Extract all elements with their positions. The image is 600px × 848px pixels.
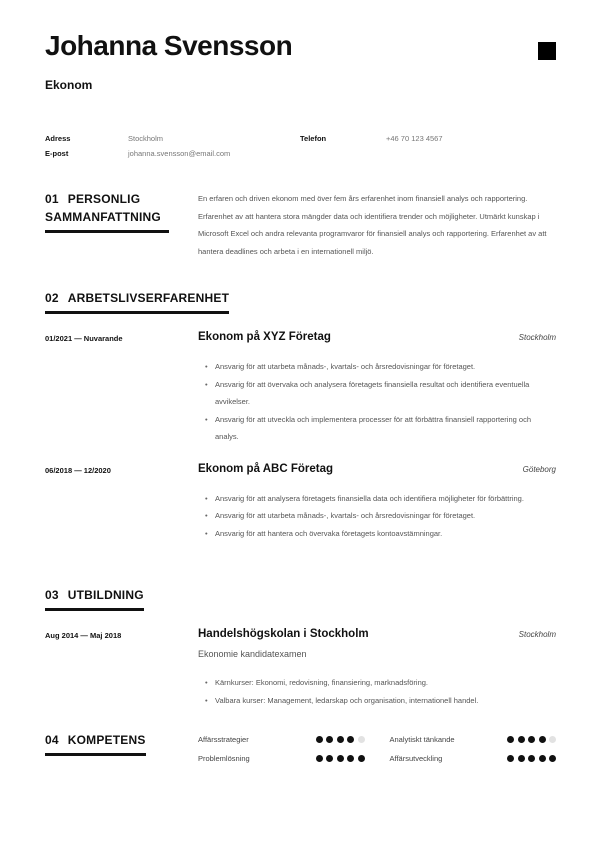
section-personal-summary <box>45 190 556 260</box>
entry-body <box>198 627 556 709</box>
bullet-text: Kärnkurser: Ekonomi, redovisning, finansiering, marknadsföring. <box>215 678 429 687</box>
rating-dot-filled-icon <box>518 736 525 743</box>
bullet-item <box>198 525 556 543</box>
skill-label: Affärsutveckling <box>389 753 443 763</box>
email-label: E-post <box>45 149 69 158</box>
entry-header <box>198 462 556 476</box>
entry-bullets <box>198 490 556 543</box>
section-heading-text: KOMPETENS <box>67 733 146 747</box>
phone-value: +46 70 123 4567 <box>386 134 443 143</box>
timeline-entry <box>45 627 556 709</box>
rating-dot-filled-icon <box>549 755 556 762</box>
email-value: johanna.svensson@email.com <box>128 149 231 158</box>
entry-location: Stockholm <box>518 630 556 639</box>
bullet-text: Ansvarig för att utarbeta månads-, kvartals- och årsredovisningar för företaget. <box>215 362 476 371</box>
entry-title: Handelshögskolan i Stockholm <box>198 628 369 640</box>
bullet-item <box>198 358 556 376</box>
section-heading-text: PERSONLIG SAMMANFATTNING <box>45 192 161 224</box>
entry-body <box>198 462 556 543</box>
brand-square-icon <box>538 42 556 60</box>
section-number: 03 <box>45 588 59 602</box>
header-subtitle: Ekonom <box>45 78 93 92</box>
entry-bullets <box>198 674 556 709</box>
skill-rating <box>507 755 556 762</box>
rating-dot-filled-icon <box>347 755 354 762</box>
bullet-icon: • <box>205 362 208 371</box>
page-title: Johanna Svensson <box>45 30 293 61</box>
entry-body <box>198 330 556 446</box>
bullet-icon: • <box>205 695 208 705</box>
rating-dot-filled-icon <box>528 755 535 762</box>
timeline-entry <box>45 462 556 543</box>
bullet-icon: • <box>205 511 208 520</box>
section-heading-skills <box>45 731 146 756</box>
skill-label: Analytiskt tänkande <box>389 734 455 744</box>
bullet-text: Ansvarig för att analysera företagets finansiella data och identifiera möjligheter för förbättring. <box>215 493 524 503</box>
rating-dot-empty-icon <box>358 736 365 743</box>
bullet-text: Ansvarig för att hantera och övervaka företagets kontoavstämningar. <box>215 528 443 538</box>
skill-label: Problemlösning <box>198 753 250 763</box>
bullet-icon: • <box>205 414 208 424</box>
bullet-text: Ansvarig för att övervaka och analysera företagets finansiella resultat och identifiera eventuella avvikelser. <box>215 379 530 406</box>
section-heading-text: ARBETSLIVSERFARENHET <box>67 291 230 305</box>
skill-rating <box>316 755 365 762</box>
skill-rating <box>316 736 365 743</box>
bullet-icon: • <box>205 493 208 503</box>
bullet-text: Ansvarig för att utarbeta månads-, kvartals- och årsredovisningar för företaget. <box>215 511 476 520</box>
rating-dot-filled-icon <box>539 755 546 762</box>
experience-entries <box>45 330 556 542</box>
bullet-icon: • <box>205 528 208 538</box>
skill-item <box>390 750 557 766</box>
bullet-icon: • <box>205 379 208 389</box>
section-heading-summary <box>45 190 169 233</box>
rating-dot-filled-icon <box>316 736 323 743</box>
rating-dot-filled-icon <box>326 736 333 743</box>
bullet-text: Valbara kurser: Management, ledarskap och organisation, internationell handel. <box>215 695 479 705</box>
rating-dot-filled-icon <box>337 736 344 743</box>
entry-title: Ekonom på ABC Företag <box>198 462 334 475</box>
section-heading-education <box>45 586 144 611</box>
bullet-item <box>198 411 556 446</box>
bullet-text: Ansvarig för att utveckla och implementera processer för att förbättra finansiell rapportering och analys. <box>215 414 531 441</box>
skill-item <box>198 731 365 747</box>
bullet-item <box>198 490 556 508</box>
skill-item <box>198 750 365 766</box>
entry-header <box>198 627 556 641</box>
entry-location: Stockholm <box>518 333 556 342</box>
entry-bullets <box>198 358 556 446</box>
contact-info <box>45 133 556 159</box>
address-value: Stockholm <box>128 134 164 143</box>
bullet-icon: • <box>205 678 208 687</box>
rating-dot-empty-icon <box>549 736 556 743</box>
rating-dot-filled-icon <box>528 736 535 743</box>
section-heading-experience <box>45 289 229 314</box>
skill-rating <box>507 736 556 743</box>
timeline-entry <box>45 330 556 446</box>
section-number: 01 <box>45 192 59 206</box>
section-skills <box>45 731 556 766</box>
entry-period: 01/2021 — Nuvarande <box>45 334 123 343</box>
section-experience <box>45 289 556 542</box>
section-number: 02 <box>45 291 59 305</box>
bullet-item <box>198 692 556 710</box>
summary-text: En erfaren och driven ekonom med över fem års erfarenhet inom finansiell analys och rapportering. Erfarenhet av att hantera stora mängder data och identifiera trender och möjligheter. Utmärkt kunskap i Microsoft Excel och andra relevanta programvaror för finansiell analys och rapportering. Erfarenhet av att hantera deadlines och arbeta i en internationell miljö. <box>198 194 547 256</box>
address-label: Adress <box>45 134 71 143</box>
bullet-item <box>198 376 556 411</box>
skill-item <box>390 731 557 747</box>
skills-grid <box>198 731 556 766</box>
rating-dot-filled-icon <box>337 755 344 762</box>
entry-period: Aug 2014 — Maj 2018 <box>45 631 122 640</box>
rating-dot-filled-icon <box>507 755 514 762</box>
section-heading-text: UTBILDNING <box>67 588 144 602</box>
bullet-item <box>198 507 556 525</box>
entry-title: Ekonom på XYZ Företag <box>198 331 331 343</box>
rating-dot-filled-icon <box>539 736 546 743</box>
rating-dot-filled-icon <box>326 755 333 762</box>
skill-label: Affärsstrategier <box>198 734 249 744</box>
section-number: 04 <box>45 733 59 747</box>
rating-dot-filled-icon <box>358 755 365 762</box>
entry-period: 06/2018 — 12/2020 <box>45 465 111 475</box>
entry-header <box>198 330 556 344</box>
education-entries <box>45 627 556 709</box>
phone-label: Telefon <box>300 134 327 143</box>
rating-dot-filled-icon <box>316 755 323 762</box>
rating-dot-filled-icon <box>518 755 525 762</box>
entry-degree: Ekonomie kandidatexamen <box>198 649 307 659</box>
entry-location: Göteborg <box>522 464 556 474</box>
rating-dot-filled-icon <box>507 736 514 743</box>
bullet-item <box>198 674 556 692</box>
section-education <box>45 586 556 709</box>
rating-dot-filled-icon <box>347 736 354 743</box>
